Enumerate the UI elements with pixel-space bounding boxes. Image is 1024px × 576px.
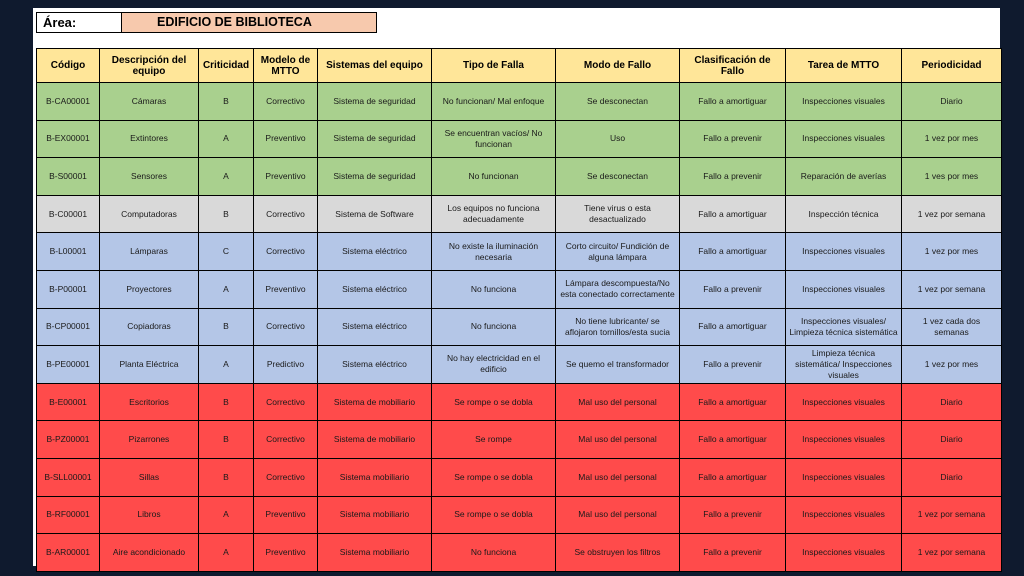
cell-sistemas: Sistema mobiliario <box>318 534 432 572</box>
table-row <box>37 270 1002 308</box>
cell-periodicidad: 1 vez por semana <box>902 496 1002 534</box>
cell-modo-fallo: No tiene lubricante/ se aflojaron tornillos/esta sucia <box>556 308 680 346</box>
cell-modelo: Correctivo <box>254 195 318 233</box>
area-value: EDIFICIO DE BIBLIOTECA <box>122 12 377 33</box>
cell-codigo: B-RF00001 <box>37 496 100 534</box>
cell-sistemas: Sistema de Software <box>318 195 432 233</box>
cell-descripcion: Proyectores <box>100 270 199 308</box>
cell-tarea: Inspecciones visuales <box>786 233 902 271</box>
cell-criticidad: B <box>199 83 254 121</box>
cell-periodicidad: 1 vez cada dos semanas <box>902 308 1002 346</box>
cell-descripcion: Copiadoras <box>100 308 199 346</box>
cell-criticidad: B <box>199 383 254 421</box>
cell-periodicidad: 1 vez por mes <box>902 120 1002 158</box>
cell-tarea: Inspecciones visuales <box>786 83 902 121</box>
table-row <box>37 458 1002 496</box>
cell-descripcion: Lámparas <box>100 233 199 271</box>
cell-tipo-falla: No funcionan <box>432 158 556 196</box>
table-row <box>37 120 1002 158</box>
cell-codigo: B-E00001 <box>37 383 100 421</box>
cell-criticidad: A <box>199 270 254 308</box>
cell-periodicidad: 1 vez por semana <box>902 195 1002 233</box>
header-descripcion: Descripción del equipo <box>100 49 199 83</box>
maintenance-table <box>36 48 1002 572</box>
cell-clasificacion: Fallo a amortiguar <box>680 233 786 271</box>
cell-criticidad: B <box>199 421 254 459</box>
cell-tarea: Inspecciones visuales/ Limpieza técnica sistemática <box>786 308 902 346</box>
cell-modelo: Correctivo <box>254 458 318 496</box>
cell-modo-fallo: Mal uso del personal <box>556 458 680 496</box>
cell-clasificacion: Fallo a prevenir <box>680 270 786 308</box>
cell-periodicidad: 1 vez por mes <box>902 233 1002 271</box>
cell-modo-fallo: Lámpara descompuesta/No esta conectado correctamente <box>556 270 680 308</box>
cell-tipo-falla: No funciona <box>432 308 556 346</box>
cell-tarea: Limpieza técnica sistemática/ Inspecciones visuales <box>786 346 902 384</box>
cell-criticidad: A <box>199 346 254 384</box>
cell-descripcion: Pizarrones <box>100 421 199 459</box>
cell-tipo-falla: No hay electricidad en el edificio <box>432 346 556 384</box>
header-periodicidad: Periodicidad <box>902 49 1002 83</box>
header-codigo: Código <box>37 49 100 83</box>
cell-descripcion: Cámaras <box>100 83 199 121</box>
cell-periodicidad: 1 vez por semana <box>902 534 1002 572</box>
cell-criticidad: B <box>199 195 254 233</box>
cell-codigo: B-CA00001 <box>37 83 100 121</box>
cell-tipo-falla: Se encuentran vacíos/ No funcionan <box>432 120 556 158</box>
table-row <box>37 83 1002 121</box>
cell-modo-fallo: Se desconectan <box>556 83 680 121</box>
cell-descripcion: Sillas <box>100 458 199 496</box>
cell-tarea: Inspecciones visuales <box>786 458 902 496</box>
cell-descripcion: Aire acondicionado <box>100 534 199 572</box>
header-clasificacion: Clasificación de Fallo <box>680 49 786 83</box>
cell-periodicidad: 1 vez por semana <box>902 270 1002 308</box>
cell-sistemas: Sistema eléctrico <box>318 308 432 346</box>
cell-clasificacion: Fallo a prevenir <box>680 496 786 534</box>
cell-modelo: Correctivo <box>254 308 318 346</box>
header-row <box>37 49 1002 83</box>
cell-clasificacion: Fallo a amortiguar <box>680 458 786 496</box>
cell-tarea: Inspecciones visuales <box>786 270 902 308</box>
cell-tarea: Inspecciones visuales <box>786 383 902 421</box>
cell-clasificacion: Fallo a prevenir <box>680 120 786 158</box>
cell-tarea: Inspecciones visuales <box>786 534 902 572</box>
cell-tipo-falla: No funciona <box>432 270 556 308</box>
cell-criticidad: B <box>199 308 254 346</box>
cell-modelo: Preventivo <box>254 270 318 308</box>
cell-sistemas: Sistema de seguridad <box>318 83 432 121</box>
cell-sistemas: Sistema mobiliario <box>318 458 432 496</box>
cell-codigo: B-AR00001 <box>37 534 100 572</box>
table-row <box>37 346 1002 384</box>
cell-modelo: Preventivo <box>254 158 318 196</box>
spreadsheet-sheet <box>33 8 1000 566</box>
cell-clasificacion: Fallo a prevenir <box>680 534 786 572</box>
header-modelo: Modelo de MTTO <box>254 49 318 83</box>
cell-criticidad: A <box>199 158 254 196</box>
cell-codigo: B-L00001 <box>37 233 100 271</box>
cell-modo-fallo: Mal uso del personal <box>556 383 680 421</box>
cell-sistemas: Sistema eléctrico <box>318 233 432 271</box>
area-row <box>36 12 377 33</box>
table-row <box>37 233 1002 271</box>
cell-clasificacion: Fallo a amortiguar <box>680 421 786 459</box>
cell-modelo: Preventivo <box>254 120 318 158</box>
table-row <box>37 383 1002 421</box>
cell-tipo-falla: Los equipos no funciona adecuadamente <box>432 195 556 233</box>
cell-tipo-falla: No funcionan/ Mal enfoque <box>432 83 556 121</box>
cell-clasificacion: Fallo a amortiguar <box>680 383 786 421</box>
cell-descripcion: Libros <box>100 496 199 534</box>
cell-modo-fallo: Corto circuito/ Fundición de alguna lámpara <box>556 233 680 271</box>
cell-sistemas: Sistema de seguridad <box>318 158 432 196</box>
cell-criticidad: A <box>199 534 254 572</box>
cell-clasificacion: Fallo a amortiguar <box>680 195 786 233</box>
cell-modelo: Preventivo <box>254 534 318 572</box>
cell-tipo-falla: Se rompe o se dobla <box>432 496 556 534</box>
cell-sistemas: Sistema de seguridad <box>318 120 432 158</box>
cell-modo-fallo: Se obstruyen los filtros <box>556 534 680 572</box>
cell-modelo: Correctivo <box>254 83 318 121</box>
cell-criticidad: B <box>199 458 254 496</box>
cell-codigo: B-SLL00001 <box>37 458 100 496</box>
cell-codigo: B-EX00001 <box>37 120 100 158</box>
cell-periodicidad: Diario <box>902 83 1002 121</box>
cell-tipo-falla: No funciona <box>432 534 556 572</box>
cell-sistemas: Sistema eléctrico <box>318 346 432 384</box>
table-row <box>37 158 1002 196</box>
cell-modelo: Correctivo <box>254 383 318 421</box>
cell-clasificacion: Fallo a prevenir <box>680 346 786 384</box>
table-row <box>37 421 1002 459</box>
cell-descripcion: Sensores <box>100 158 199 196</box>
cell-clasificacion: Fallo a amortiguar <box>680 83 786 121</box>
cell-criticidad: A <box>199 120 254 158</box>
header-sistemas: Sistemas del equipo <box>318 49 432 83</box>
cell-codigo: B-CP00001 <box>37 308 100 346</box>
cell-clasificacion: Fallo a amortiguar <box>680 308 786 346</box>
cell-periodicidad: Diario <box>902 383 1002 421</box>
cell-sistemas: Sistema eléctrico <box>318 270 432 308</box>
cell-tipo-falla: Se rompe o se dobla <box>432 458 556 496</box>
header-modo-fallo: Modo de Fallo <box>556 49 680 83</box>
cell-descripcion: Escritorios <box>100 383 199 421</box>
cell-modelo: Predictivo <box>254 346 318 384</box>
cell-tipo-falla: Se rompe <box>432 421 556 459</box>
cell-modelo: Correctivo <box>254 233 318 271</box>
header-tipo-falla: Tipo de Falla <box>432 49 556 83</box>
cell-clasificacion: Fallo a prevenir <box>680 158 786 196</box>
cell-tipo-falla: No existe la iluminación necesaria <box>432 233 556 271</box>
table-row <box>37 534 1002 572</box>
cell-codigo: B-P00001 <box>37 270 100 308</box>
cell-tarea: Inspecciones visuales <box>786 421 902 459</box>
cell-codigo: B-PZ00001 <box>37 421 100 459</box>
cell-criticidad: A <box>199 496 254 534</box>
cell-sistemas: Sistema mobiliario <box>318 496 432 534</box>
cell-modo-fallo: Uso <box>556 120 680 158</box>
cell-periodicidad: 1 vez por mes <box>902 346 1002 384</box>
header-tarea: Tarea de MTTO <box>786 49 902 83</box>
table-row <box>37 496 1002 534</box>
cell-codigo: B-PE00001 <box>37 346 100 384</box>
cell-tarea: Inspecciones visuales <box>786 120 902 158</box>
cell-codigo: B-C00001 <box>37 195 100 233</box>
cell-modelo: Correctivo <box>254 421 318 459</box>
cell-tipo-falla: Se rompe o se dobla <box>432 383 556 421</box>
table-row <box>37 195 1002 233</box>
cell-periodicidad: Diario <box>902 421 1002 459</box>
cell-modo-fallo: Se quemo el transformador <box>556 346 680 384</box>
cell-modo-fallo: Se desconectan <box>556 158 680 196</box>
table-row <box>37 308 1002 346</box>
cell-descripcion: Computadoras <box>100 195 199 233</box>
cell-modo-fallo: Mal uso del personal <box>556 421 680 459</box>
cell-descripcion: Extintores <box>100 120 199 158</box>
cell-codigo: B-S00001 <box>37 158 100 196</box>
cell-modo-fallo: Mal uso del personal <box>556 496 680 534</box>
cell-sistemas: Sistema de mobiliario <box>318 383 432 421</box>
cell-modelo: Preventivo <box>254 496 318 534</box>
header-criticidad: Criticidad <box>199 49 254 83</box>
cell-periodicidad: 1 ves por mes <box>902 158 1002 196</box>
cell-descripcion: Planta Eléctrica <box>100 346 199 384</box>
cell-sistemas: Sistema de mobiliario <box>318 421 432 459</box>
cell-tarea: Reparación de averías <box>786 158 902 196</box>
cell-periodicidad: Diario <box>902 458 1002 496</box>
cell-tarea: Inspección técnica <box>786 195 902 233</box>
cell-tarea: Inspecciones visuales <box>786 496 902 534</box>
cell-modo-fallo: Tiene virus o esta desactualizado <box>556 195 680 233</box>
area-label: Área: <box>36 12 122 33</box>
cell-criticidad: C <box>199 233 254 271</box>
